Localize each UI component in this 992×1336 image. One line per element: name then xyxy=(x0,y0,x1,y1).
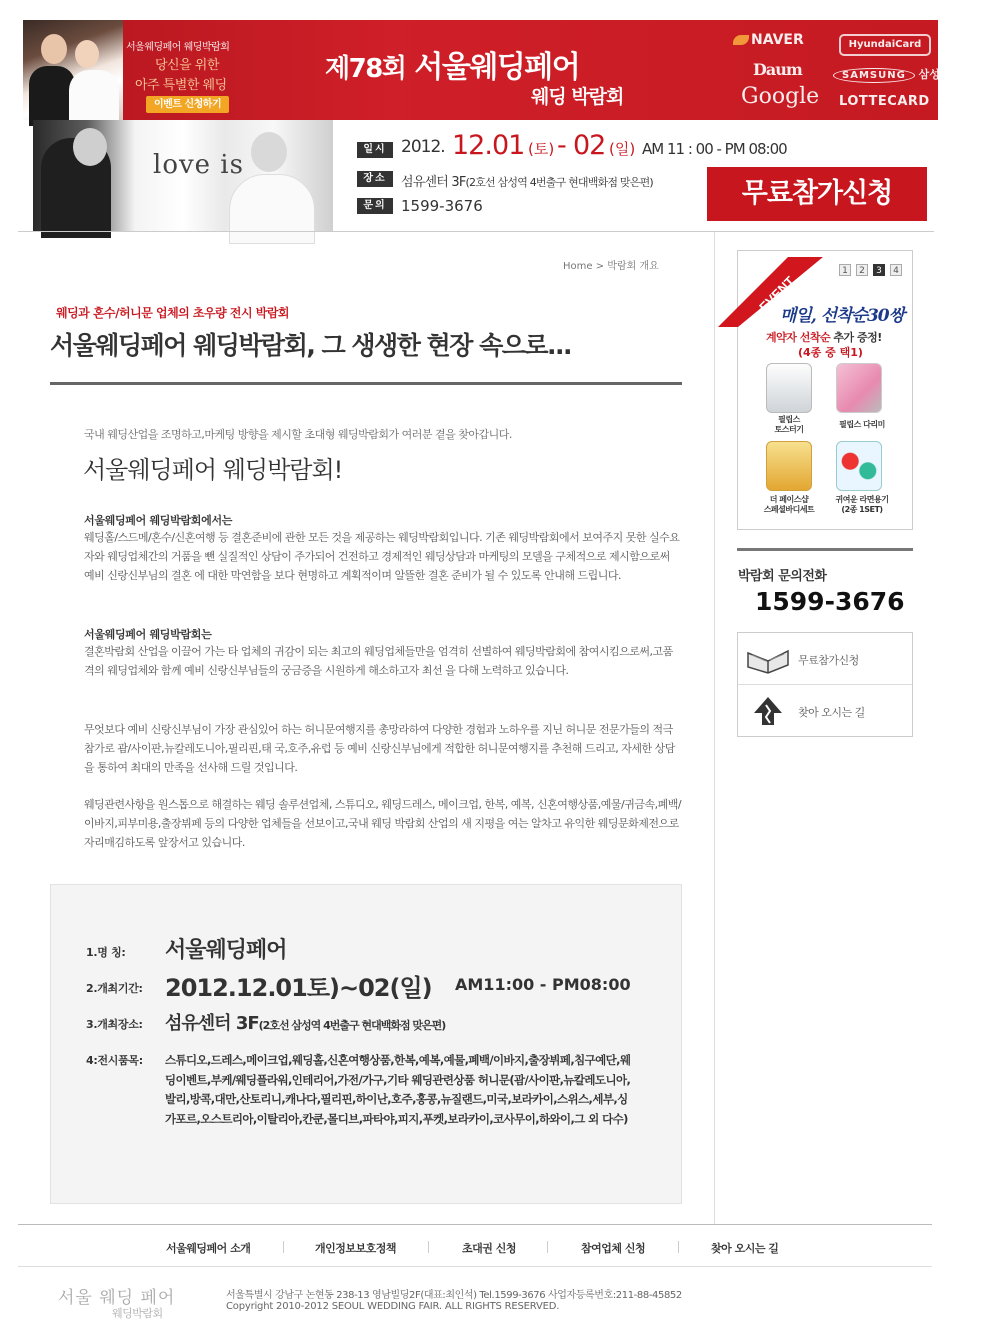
naver-leaf-icon xyxy=(733,35,749,45)
footer-link-about[interactable]: 서울웨딩페어 소개 xyxy=(166,1242,251,1255)
date-label: 일시 xyxy=(357,142,393,158)
breadcrumb-current: 박람회 개요 xyxy=(607,261,659,272)
footer-logo: 서울 웨딩 페어 xyxy=(58,1288,176,1308)
summary-items-label: 4:전시품목: xyxy=(86,1054,143,1067)
footer-separator xyxy=(678,1241,679,1253)
couple-photo xyxy=(23,20,123,120)
event-underline xyxy=(737,548,913,551)
free-apply-button[interactable]: 무료참가신청 xyxy=(707,167,927,221)
footer-logo-sub: 웨딩박람회 xyxy=(112,1307,163,1320)
intro-heading: 서울웨딩페어 웨딩박람회! xyxy=(83,456,343,484)
contact-label: 문의 xyxy=(357,198,393,214)
divider xyxy=(18,231,714,232)
banner-tagline: 아주 특별한 웨딩 xyxy=(135,78,227,93)
event-pager-2[interactable]: 2 xyxy=(856,264,868,276)
contact-phone: 1599-3676 xyxy=(401,197,483,215)
date-end-day: (일) xyxy=(609,140,636,158)
footer-separator xyxy=(428,1241,429,1253)
footer-separator xyxy=(283,1241,284,1253)
summary-items-value: 스튜디오,드레스,메이크업,웨딩홀,신혼여행상품,한복,예복,예물,폐백/이바지,출장뷔페,침구예단,웨딩이벤트,부케/웨딩플라워,인테리어,가전/가구,기타 웨딩관련상품 허니문(괌/사이판,뉴칼레도니아,발리,방콕,대만,산토리니,캐나다,필리핀,하이난,호주,홍콩,뉴질랜드,미국,보라카이,스위스,세부,싱가포르,오스트리아,이탈리아,칸쿤,몰디브,파타야,피지,푸켓,보라카이,코사무이,하와이,그 외 다수) xyxy=(165,1053,631,1126)
summary-date-time: AM11:00 - PM08:00 xyxy=(455,975,631,994)
banner-small-title: 서울웨딩페어 웨딩박람회 xyxy=(126,42,230,53)
banner-main-title xyxy=(325,42,579,86)
section-heading: 서울웨딩페어 웨딩박람회에서는 xyxy=(84,514,233,527)
place-text: 섬유센터 3F(2호선 삼성역 4번출구 현대백화점 맞은편) xyxy=(401,175,653,190)
sponsor-hyundaicard-logo[interactable]: HyundaiCard xyxy=(839,34,931,56)
section-paragraph: 웨딩관련사항을 원스톱으로 해결하는 웨딩 솔루션업체, 스튜디오, 웨딩드레스, 메이크업, 한복, 예복, 신혼여행상품,예물/귀금속,폐백/이바지,피부미용,출장뷔페 등의 다양한 업체들을 선보이고,국내 웨딩 박람회 산업의 새 지평을 여는 알차고 유익한 웨딩문화제전으로 자리매김하도록 앞장서고 있습니다. xyxy=(84,798,682,849)
toaster-icon xyxy=(766,363,812,413)
summary-name-value: 서울웨딩페어 xyxy=(165,938,287,963)
footer-link-privacy[interactable]: 개인정보보호정책 xyxy=(315,1242,397,1255)
side-menu xyxy=(737,632,913,737)
footer-divider xyxy=(18,1266,932,1267)
inquiry-phone: 1599-3676 xyxy=(755,587,905,616)
banner-title-text: 서울웨딩페어 xyxy=(414,50,580,85)
chevron-right-icon: > xyxy=(595,261,608,272)
prize-label: 필립스 토스터기 xyxy=(774,415,804,434)
body-set-icon xyxy=(766,441,812,491)
book-icon xyxy=(744,641,792,677)
event-choice-note: (4종 중 택1) xyxy=(798,346,863,359)
summary-box xyxy=(50,884,682,1204)
summary-name-label: 1.명 칭: xyxy=(86,946,126,959)
date-dash: - xyxy=(557,130,567,161)
page-title: 서울웨딩페어 웨딩박람회, 그 생생한 현장 속으로... xyxy=(50,331,572,360)
prize-label: 필립스 다리미 xyxy=(839,420,885,429)
inquiry-title: 박람회 문의전화 xyxy=(738,569,827,584)
title-underline xyxy=(50,382,682,385)
footer-link-vendor-apply[interactable]: 참여업체 신청 xyxy=(581,1242,646,1255)
banner-tagline: 당신을 위한 xyxy=(155,58,219,73)
direction-arrow-icon xyxy=(744,693,792,729)
place-label: 장소 xyxy=(357,171,393,187)
side-menu-directions[interactable]: 찾아 오시는 길 xyxy=(738,685,912,737)
footer-link-directions[interactable]: 찾아 오시는 길 xyxy=(711,1242,779,1255)
prize-label: 더 페이스샵 스페셜바디세트 xyxy=(763,495,815,514)
footer-link-invitation[interactable]: 초대권 신청 xyxy=(462,1242,516,1255)
banner-sub-title: 웨딩 박람회 xyxy=(531,86,624,108)
sponsor-daum-logo[interactable]: Daum xyxy=(753,60,802,79)
section-paragraph: 무엇보다 예비 신랑신부님이 가장 관심있어 하는 허니문여행지를 총망라하여 다양한 경험과 노하우를 지닌 허니문 전문가들의 적극 참가로 괌/사이판,뉴칼레도니아,필리핀,태 국,호주,유럽 등 예비 신랑신부님에게 적합한 허니문여행지를 추천해 드리고, 자세한 상담을 통하여 최대의 만족을 선사해 드릴 것입니다. xyxy=(84,723,675,774)
love-is-text: love is xyxy=(153,150,244,180)
summary-place-label: 3.개최장소: xyxy=(86,1018,143,1031)
ramen-bowl-icon xyxy=(836,441,882,491)
footer-separator xyxy=(547,1241,548,1253)
section-paragraph: 결혼박람회 산업을 이끌어 가는 타 업체의 귀감이 되는 최고의 웨딩업체들만을 엄격히 선별하여 웨딩박람회에 참여시킴으로써,고품격의 웨딩업체와 함께 예비 신랑신부님들의 궁금증을 시원하게 해소하고자 최선 을 다해 노력하고 있습니다. xyxy=(84,645,673,677)
page-tagline: 웨딩과 혼수/허니문 업체의 초우량 전시 박람회 xyxy=(56,306,290,320)
date-year: 2012. xyxy=(401,137,445,157)
date-start: 12.01 xyxy=(452,130,525,161)
side-menu-free-apply[interactable]: 무료참가신청 xyxy=(738,633,912,685)
top-banner xyxy=(23,20,962,120)
section-heading: 서울웨딩페어 웨딩박람회는 xyxy=(84,628,212,641)
section-paragraph: 웨딩홀/스드메/혼수/신혼여행 등 결혼준비에 관한 모든 것을 제공하는 웨딩박람회입니다. 기존 웨딩박람회에서 보여주지 못한 실수요자와 웨딩업체간의 거품을 뺀 실질적인 상담이 주가되어 건전하고 경제적인 웨딩상담과 마케팅의 모델을 구체적으로 제시함으로써 예비 신랑신부님의 결혼 에 대한 막연함을 보다 현명하고 계획적이며 알뜰한 결혼 준비가 될 수 있도록 안내해 드립니다. xyxy=(84,531,680,582)
svg-text:EVENT: EVENT xyxy=(756,273,798,315)
footer-address: 서울특별시 강남구 논현동 238-13 영남빌딩2F(대표:최인석) Tel.1599-3676 사업자등록번호:211-88-45852 xyxy=(226,1290,682,1301)
wedding-photo xyxy=(33,120,333,231)
breadcrumb xyxy=(563,257,659,272)
event-apply-button[interactable]: 이벤트 신청하기 xyxy=(146,96,229,113)
date-start-day: (토) xyxy=(528,140,555,158)
event-pager-1[interactable]: 1 xyxy=(839,264,851,276)
sponsor-naver-logo[interactable]: NAVER xyxy=(733,32,804,48)
banner-edition: 제78회 xyxy=(325,54,406,84)
sponsor-google-logo[interactable]: Google xyxy=(741,84,820,109)
footer-copyright: Copyright 2010-2012 SEOUL WEDDING FAIR. ALL RIGHTS RESERVED. xyxy=(226,1301,560,1312)
event-banner[interactable] xyxy=(737,250,913,530)
event-pager-4[interactable]: 4 xyxy=(890,264,902,276)
date-time: AM 11 : 00 - PM 08:00 xyxy=(642,140,787,158)
sponsor-samsungcard-logo[interactable]: SAMSUNG 삼성카드 xyxy=(833,66,961,83)
breadcrumb-home-link[interactable]: Home xyxy=(563,261,593,272)
prize-label: 귀여운 라면용기 (2종 1SET) xyxy=(835,495,889,514)
column-divider xyxy=(714,232,715,1224)
iron-icon xyxy=(836,363,882,413)
date-end: 02 xyxy=(573,130,606,161)
sponsor-lottecard-logo[interactable]: LOTTECARD xyxy=(839,94,930,109)
intro-lead: 국내 웨딩산업을 조명하고,마케팅 방향을 제시할 초대형 웨딩박람회가 여러분 곁을 찾아갑니다. xyxy=(84,428,512,441)
summary-date-value: 2012.12.01토)~02(일) xyxy=(165,974,432,1002)
event-pager-3[interactable]: 3 xyxy=(873,264,885,276)
event-subline: 계약자 선착순 추가 증정! xyxy=(766,331,882,344)
summary-date-label: 2.개최기간: xyxy=(86,982,143,995)
summary-place-value: 섬유센터 3F(2호선 삼성역 4번출구 현대백화점 맞은편) xyxy=(165,1013,446,1034)
footer-divider xyxy=(18,1224,932,1225)
event-headline: 매일, 선착순30쌍 xyxy=(780,306,905,326)
divider xyxy=(714,231,934,232)
